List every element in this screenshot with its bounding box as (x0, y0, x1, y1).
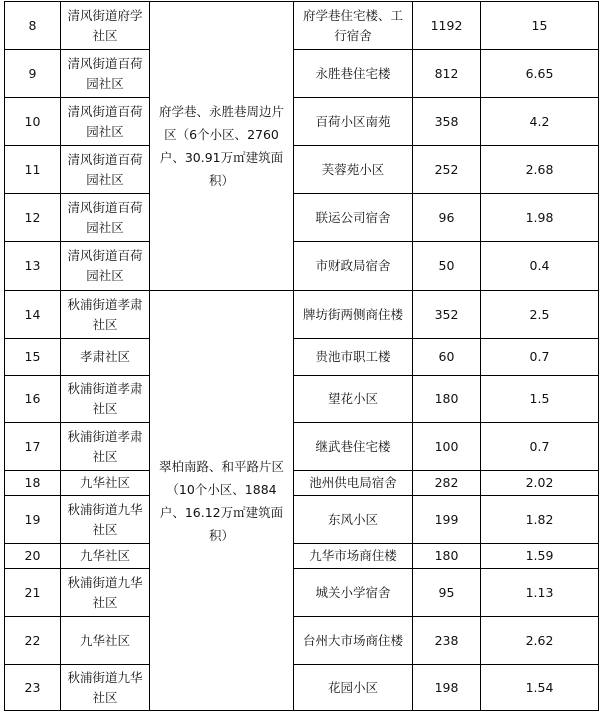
community-cell: 清风街道百荷园社区 (61, 194, 150, 242)
estate-cell: 永胜巷住宅楼 (294, 50, 413, 98)
floor-area-cell: 6.65 (481, 50, 599, 98)
table-row (5, 544, 599, 569)
community-cell: 清风街道百荷园社区 (61, 50, 150, 98)
floor-area-cell: 0.7 (481, 423, 599, 471)
estate-cell: 花园小区 (294, 665, 413, 711)
community-cell: 九华社区 (61, 544, 150, 569)
row-number: 12 (5, 194, 61, 242)
row-number: 20 (5, 544, 61, 569)
households-cell: 1192 (413, 2, 481, 50)
community-cell: 孝肃社区 (61, 339, 150, 376)
estate-cell: 府学巷住宅楼、工行宿舍 (294, 2, 413, 50)
table-row (5, 50, 599, 98)
households-cell: 282 (413, 471, 481, 496)
table-row (5, 194, 599, 242)
floor-area-cell: 2.5 (481, 291, 599, 339)
estate-cell: 城关小学宿舍 (294, 569, 413, 617)
estate-cell: 百荷小区南苑 (294, 98, 413, 146)
estate-cell: 继武巷住宅楼 (294, 423, 413, 471)
table-row (5, 339, 599, 376)
table-row (5, 376, 599, 423)
households-cell: 95 (413, 569, 481, 617)
households-cell: 352 (413, 291, 481, 339)
housing-renovation-table (4, 1, 599, 711)
community-cell: 清风街道府学社区 (61, 2, 150, 50)
table-row (5, 496, 599, 544)
floor-area-cell: 1.5 (481, 376, 599, 423)
households-cell: 812 (413, 50, 481, 98)
floor-area-cell: 0.7 (481, 339, 599, 376)
floor-area-cell: 1.13 (481, 569, 599, 617)
community-cell: 清风街道百荷园社区 (61, 98, 150, 146)
table-row (5, 569, 599, 617)
table-row (5, 146, 599, 194)
row-number: 17 (5, 423, 61, 471)
community-cell: 秋浦街道孝肃社区 (61, 423, 150, 471)
table-row (5, 291, 599, 339)
row-number: 23 (5, 665, 61, 711)
table-row (5, 423, 599, 471)
floor-area-cell: 2.68 (481, 146, 599, 194)
floor-area-cell: 1.82 (481, 496, 599, 544)
row-number: 11 (5, 146, 61, 194)
community-cell: 秋浦街道九华社区 (61, 665, 150, 711)
households-cell: 180 (413, 376, 481, 423)
households-cell: 96 (413, 194, 481, 242)
estate-cell: 联运公司宿舍 (294, 194, 413, 242)
households-cell: 358 (413, 98, 481, 146)
households-cell: 238 (413, 617, 481, 665)
households-cell: 199 (413, 496, 481, 544)
floor-area-cell: 1.98 (481, 194, 599, 242)
estate-cell: 牌坊街两侧商住楼 (294, 291, 413, 339)
floor-area-cell: 1.59 (481, 544, 599, 569)
area-group-cell: 翠柏南路、和平路片区（10个小区、1884户、16.12万㎡建筑面积） (150, 291, 294, 711)
row-number: 21 (5, 569, 61, 617)
table-row (5, 665, 599, 711)
households-cell: 50 (413, 242, 481, 291)
row-number: 10 (5, 98, 61, 146)
row-number: 13 (5, 242, 61, 291)
row-number: 18 (5, 471, 61, 496)
row-number: 15 (5, 339, 61, 376)
estate-cell: 市财政局宿舍 (294, 242, 413, 291)
area-group-cell: 府学巷、永胜巷周边片区（6个小区、2760户、30.91万㎡建筑面积） (150, 2, 294, 291)
estate-cell: 台州大市场商住楼 (294, 617, 413, 665)
community-cell: 秋浦街道九华社区 (61, 496, 150, 544)
community-cell: 清风街道百荷园社区 (61, 242, 150, 291)
floor-area-cell: 4.2 (481, 98, 599, 146)
community-cell: 九华社区 (61, 617, 150, 665)
estate-cell: 贵池市职工楼 (294, 339, 413, 376)
floor-area-cell: 0.4 (481, 242, 599, 291)
table-row (5, 242, 599, 291)
row-number: 8 (5, 2, 61, 50)
community-cell: 九华社区 (61, 471, 150, 496)
estate-cell: 九华市场商住楼 (294, 544, 413, 569)
households-cell: 252 (413, 146, 481, 194)
community-cell: 秋浦街道九华社区 (61, 569, 150, 617)
floor-area-cell: 2.62 (481, 617, 599, 665)
table-row (5, 98, 599, 146)
row-number: 9 (5, 50, 61, 98)
row-number: 22 (5, 617, 61, 665)
estate-cell: 芙蓉苑小区 (294, 146, 413, 194)
floor-area-cell: 15 (481, 2, 599, 50)
table-row (5, 471, 599, 496)
floor-area-cell: 1.54 (481, 665, 599, 711)
row-number: 16 (5, 376, 61, 423)
community-cell: 秋浦街道孝肃社区 (61, 376, 150, 423)
estate-cell: 东风小区 (294, 496, 413, 544)
households-cell: 60 (413, 339, 481, 376)
community-cell: 清风街道百荷园社区 (61, 146, 150, 194)
table-row (5, 2, 599, 50)
floor-area-cell: 2.02 (481, 471, 599, 496)
households-cell: 100 (413, 423, 481, 471)
estate-cell: 池州供电局宿舍 (294, 471, 413, 496)
table-row (5, 617, 599, 665)
row-number: 14 (5, 291, 61, 339)
row-number: 19 (5, 496, 61, 544)
households-cell: 180 (413, 544, 481, 569)
estate-cell: 望花小区 (294, 376, 413, 423)
households-cell: 198 (413, 665, 481, 711)
community-cell: 秋浦街道孝肃社区 (61, 291, 150, 339)
